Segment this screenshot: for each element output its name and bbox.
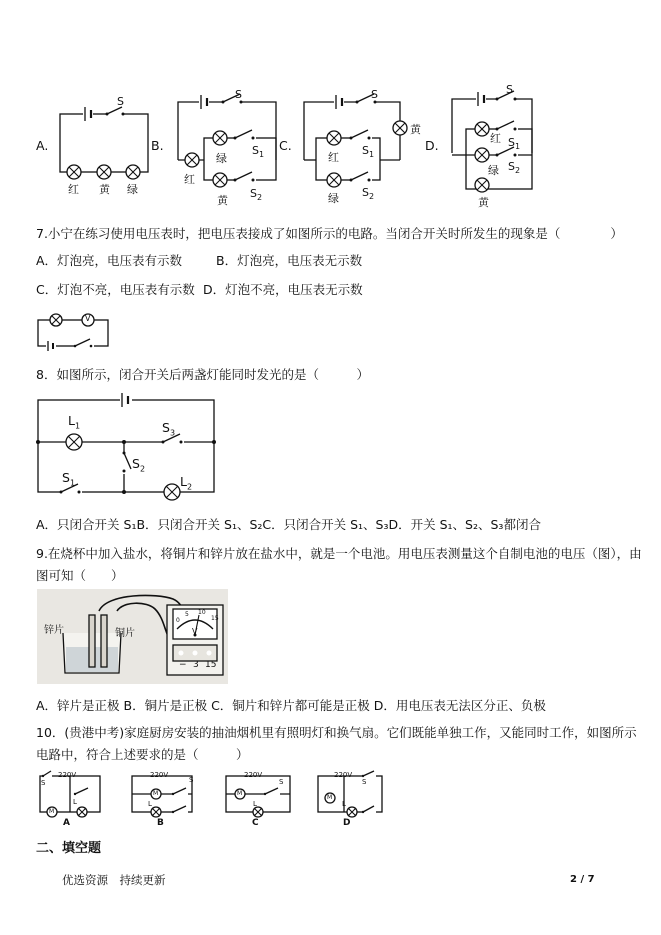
q6a-label-red: 红 <box>68 183 79 196</box>
q6c-label-s2 <box>362 185 374 205</box>
q8-l2-letter: L <box>180 474 187 489</box>
q10d-lamp-label: L <box>342 800 346 808</box>
q7-option-b: B．灯泡亮，电压表无示数 <box>216 253 363 268</box>
q8-l1-letter: L <box>68 413 75 428</box>
q6a-label-yellow: 黄 <box>99 183 110 196</box>
q6b-label-s2 <box>250 186 262 206</box>
q6b-label-s1 <box>252 143 264 163</box>
q9-scale-15: 15 <box>211 615 219 622</box>
q6d-label-green: 绿 <box>488 164 499 177</box>
q8-s2-letter: S <box>132 456 140 471</box>
q8-s2-sub: 2 <box>139 464 146 474</box>
q6-circuit-b <box>172 88 284 206</box>
q10b-voltage: 220V <box>150 771 169 779</box>
q9-options: A．锌片是正极 B．铜片是正极 C．铜片和锌片都可能是正极 D．用电压表无法区分正、负极 <box>36 698 546 713</box>
q8-label-l1 <box>68 413 80 435</box>
q6d-label-red: 红 <box>490 132 501 145</box>
q7-circuit-diagram <box>34 310 114 352</box>
q10b-motor: M <box>153 790 159 797</box>
q6d-s1-sub: 1 <box>514 142 521 152</box>
q7-stem: 7.小宁在练习使用电压表时，把电压表接成了如图所示的电路。当闭合开关时所发生的现象是（ ） <box>36 226 623 241</box>
q6d-label-yellow: 黄 <box>478 196 489 209</box>
q9-terminal-3: 3 <box>193 660 199 670</box>
q6d-s2-sub: 2 <box>514 166 521 176</box>
q6b-s2-letter: S <box>250 187 257 200</box>
q6c-label-red: 红 <box>328 151 339 164</box>
q9-label-zinc: 锌片 <box>44 625 64 636</box>
q6b-label-yellow: 黄 <box>217 194 228 207</box>
q7-option-c: C．灯泡不亮，电压表有示数 <box>36 282 195 297</box>
q9-label-copper: 铜片 <box>115 628 135 639</box>
q9-meter-unit: V <box>192 627 198 636</box>
q6b-label-s: S <box>235 88 242 101</box>
q10d-voltage: 220V <box>334 771 353 779</box>
q10-stem: 10．(贵港中考)家庭厨房安装的抽油烟机里有照明灯和换气扇。它们既能单独工作，又能同时工作，如图所示电路中，符合上述要求的是（ ） <box>36 725 637 762</box>
q9-scale-10: 10 <box>198 609 206 616</box>
q6a-label-s: S <box>117 95 124 108</box>
q6b-s2-sub: 2 <box>256 193 263 203</box>
q6c-s1-sub: 1 <box>368 150 375 160</box>
q10a-switch-label: S <box>41 779 46 787</box>
q10-label-b: B <box>157 818 164 828</box>
q10c-switch-label: S <box>279 778 284 786</box>
q7-voltmeter-label: V <box>85 314 91 323</box>
footer-page: 2 / 7 <box>570 874 595 885</box>
q6d-label-s2 <box>508 159 520 179</box>
q6b-s1-letter: S <box>252 144 259 157</box>
q6c-label-s: S <box>371 88 378 101</box>
q7-option-a: A．灯泡亮，电压表有示数 <box>36 253 183 268</box>
footer-left: 优选资源 持续更新 <box>62 873 166 887</box>
q6d-s2-letter: S <box>508 160 515 173</box>
q6c-s2-sub: 2 <box>368 192 375 202</box>
q10c-motor: M <box>237 790 243 797</box>
q9-terminal-minus: − <box>179 660 187 670</box>
q8-label-l2 <box>180 474 192 496</box>
q10c-lamp-label: L <box>253 800 257 808</box>
q8-label-s1 <box>62 470 75 492</box>
q8-s1-letter: S <box>62 470 70 485</box>
q6c-label-green: 绿 <box>328 192 339 205</box>
section-title: 二、填空题 <box>36 841 102 856</box>
q6b-label-red: 红 <box>184 173 195 186</box>
q8-l2-sub: 2 <box>186 482 193 492</box>
q10-label-c: C <box>252 818 259 828</box>
q8-label-s2 <box>132 456 145 478</box>
q6c-label-yellow: 黄 <box>410 123 421 136</box>
q8-s3-sub: 3 <box>169 428 176 438</box>
q6d-label-s1 <box>508 135 520 155</box>
q6b-s1-sub: 1 <box>258 150 265 160</box>
q8-options: A．只闭合开关 S₁B．只闭合开关 S₁、S₂C．只闭合开关 S₁、S₃D．开关 S₁、S₂、S₃都闭合 <box>36 517 541 532</box>
q8-label-s3 <box>162 420 175 442</box>
q10-label-d: D <box>343 818 351 828</box>
q6-option-a: A. <box>36 138 49 153</box>
q8-s1-sub: 1 <box>69 478 76 488</box>
q6-option-d: D. <box>425 138 439 153</box>
q6c-s1-letter: S <box>362 144 369 157</box>
q6-option-b: B. <box>151 138 164 153</box>
q10a-voltage: 220V <box>58 771 77 779</box>
q9-scale-5: 5 <box>185 611 189 618</box>
q10c-voltage: 220V <box>244 771 263 779</box>
q6c-label-s1 <box>362 143 374 163</box>
q6-option-c: C. <box>279 138 292 153</box>
q8-s3-letter: S <box>162 420 170 435</box>
q10a-lamp-label: L <box>73 798 77 806</box>
q10d-motor: M <box>327 794 333 801</box>
q6d-s1-letter: S <box>508 136 515 149</box>
q6d-label-s: S <box>506 83 513 96</box>
q10b-lamp-label: L <box>148 800 152 808</box>
q8-stem: 8．如图所示，闭合开关后两盏灯能同时发光的是（ ） <box>36 367 369 382</box>
q10b-switch-label: S <box>189 776 194 784</box>
q8-l1-sub: 1 <box>74 421 81 431</box>
q6a-label-green: 绿 <box>127 183 138 196</box>
q7-option-d: D．灯泡不亮，电压表无示数 <box>203 282 363 297</box>
q6-circuit-c <box>298 88 418 206</box>
q10a-motor: M <box>49 808 55 815</box>
q9-scale-0: 0 <box>176 617 180 624</box>
q6b-label-green: 绿 <box>216 152 227 165</box>
q9-stem: 9.在烧杯中加入盐水，将铜片和锌片放在盐水中，就是一个电池。用电压表测量这个自制电池的电压（图），由图可知（ ） <box>36 546 642 583</box>
q6c-s2-letter: S <box>362 186 369 199</box>
q9-terminal-15: 15 <box>205 660 217 670</box>
q10d-switch-label: S <box>362 778 367 786</box>
q8-circuit-diagram <box>32 392 222 504</box>
q10-label-a: A <box>63 818 70 828</box>
